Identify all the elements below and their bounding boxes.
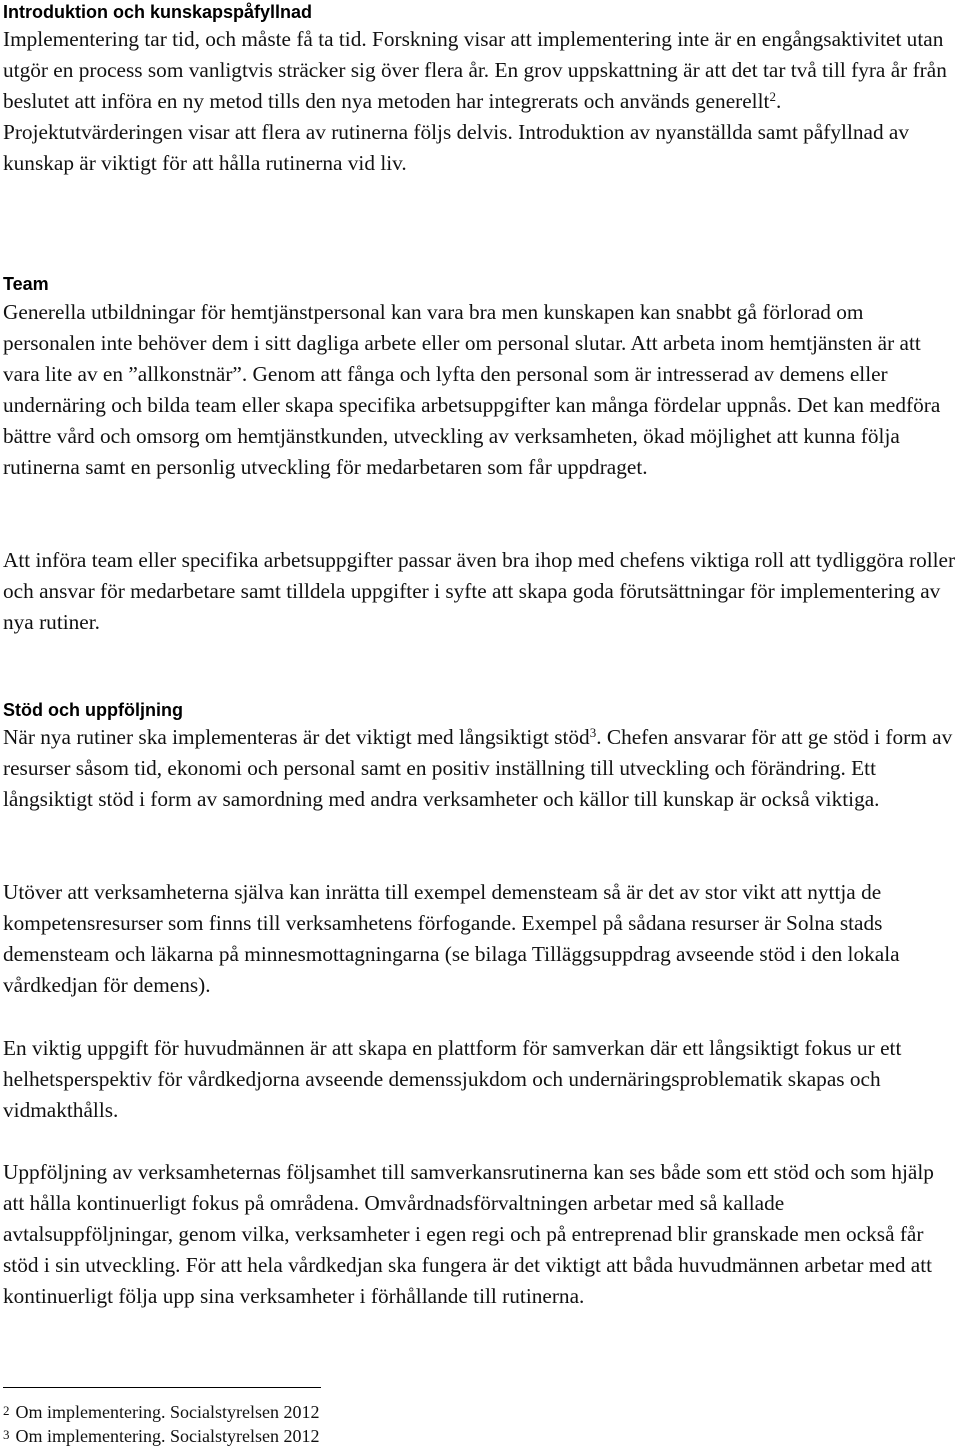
paragraph-introduktion [3,24,957,179]
footnote-text: Om implementering. Socialstyrelsen 2012 [15,1402,320,1422]
paragraph-stod-4: Uppföljning av verksamheternas följsamhet till samverkansrutinerna kan ses både som ett stöd och som hjälp att hålla kontinuerligt fokus på områdena. Omvårdnadsförvaltningen arbetar med så kallade avtalsuppföljningar, genom vilka, verksamheter i egen regi och på entreprenad blir granskade men också får stöd i sin utveckling. För att hela vårdkedjan ska fungera är det viktigt att båda huvudmännen arbetar med att kontinuerligt följa upp sina verksamheter i förhållande till rutinerna. [3,1160,934,1308]
footnote-number: 2 [3,1403,10,1418]
footnotes [3,1387,703,1448]
heading-team: Team [3,274,49,294]
paragraph-team-1: Generella utbildningar för hemtjänstpersonal kan vara bra men kunskapen kan snabbt gå förlorad om personalen inte behöver dem i sitt dagliga arbete eller om personal slutar. Att arbeta inom hemtjänsten är att vara lite av en ”allkonstnär”. Genom att fånga och lyfta den personal som är intresserad av demens eller undernäring och bilda team eller skapa specifika arbetsuppgifter kan många fördelar uppnås. Det kan medföra bättre vård och omsorg om hemtjänstkunden, utveckling av verksamheten, ökad möjlighet att kunna följa rutinerna samt en personlig utveckling för medarbetaren som får uppdraget. [3,300,941,479]
text: Implementering tar tid, och måste få ta tid. Forskning visar att implementering inte är en engångsaktivitet utan utgör en process som vanligtvis sträcker sig över flera år. En grov uppskattning är att det tar två till fyra år från beslutet att införa en ny metod tills den nya metoden har integrerats och används generellt [3,27,947,113]
heading-introduktion: Introduktion och kunskapspåfyllnad [3,2,313,22]
footnote-ref-3[interactable]: 3 [589,725,597,740]
footnote-ref-2[interactable]: 2 [769,89,776,104]
footnote-3 [3,1424,703,1448]
paragraph-team-2: Att införa team eller specifika arbetsuppgifter passar även bra ihop med chefens viktiga roll att tydliggöra roller och ansvar för medarbetare samt tilldela uppgifter i syfte att skapa goda förutsättningar för implementering av nya rutiner. [3,548,956,634]
footnote-divider [3,1387,321,1388]
text: . Chefen ansvarar för att ge stöd i form av resurser såsom tid, ekonomi och personal samt en positiv inställning till utveckling och förändring. Ett långsiktigt stöd i form av samordning med andra verksamheter och källor till kunskap är också viktiga. [3,725,953,811]
text: . Projektutvärderingen visar att flera av rutinerna följs delvis. Introduktion av nyanställda samt påfyllnad av kunskap är viktigt för att hålla rutinerna vid liv. [3,89,910,175]
paragraph-stod-1 [3,722,957,815]
heading-stod-och-uppfoljning: Stöd och uppföljning [3,700,183,720]
paragraph-stod-3: En viktig uppgift för huvudmännen är att skapa en plattform för samverkan där ett långsiktigt fokus ur ett helhetsperspektiv för vårdkedjorna avseende demenssjukdom och undernäringsproblematik skapas och vidmakthålls. [3,1036,902,1122]
text: När nya rutiner ska implementeras är det viktigt med långsiktigt stöd [3,725,590,749]
footnote-2 [3,1400,703,1424]
footnote-number: 3 [3,1427,10,1442]
paragraph-stod-2: Utöver att verksamheterna själva kan inrätta till exempel demensteam så är det av stor vikt att nyttja de kompetensresurser som finns till verksamhetens förfogande. Exempel på sådana resurser är Solna stads demensteam och läkarna på minnesmottagningarna (se bilaga Tilläggsuppdrag avseende stöd i den lokala vårdkedjan för demens). [3,880,900,997]
footnote-text: Om implementering. Socialstyrelsen 2012 [15,1426,320,1446]
